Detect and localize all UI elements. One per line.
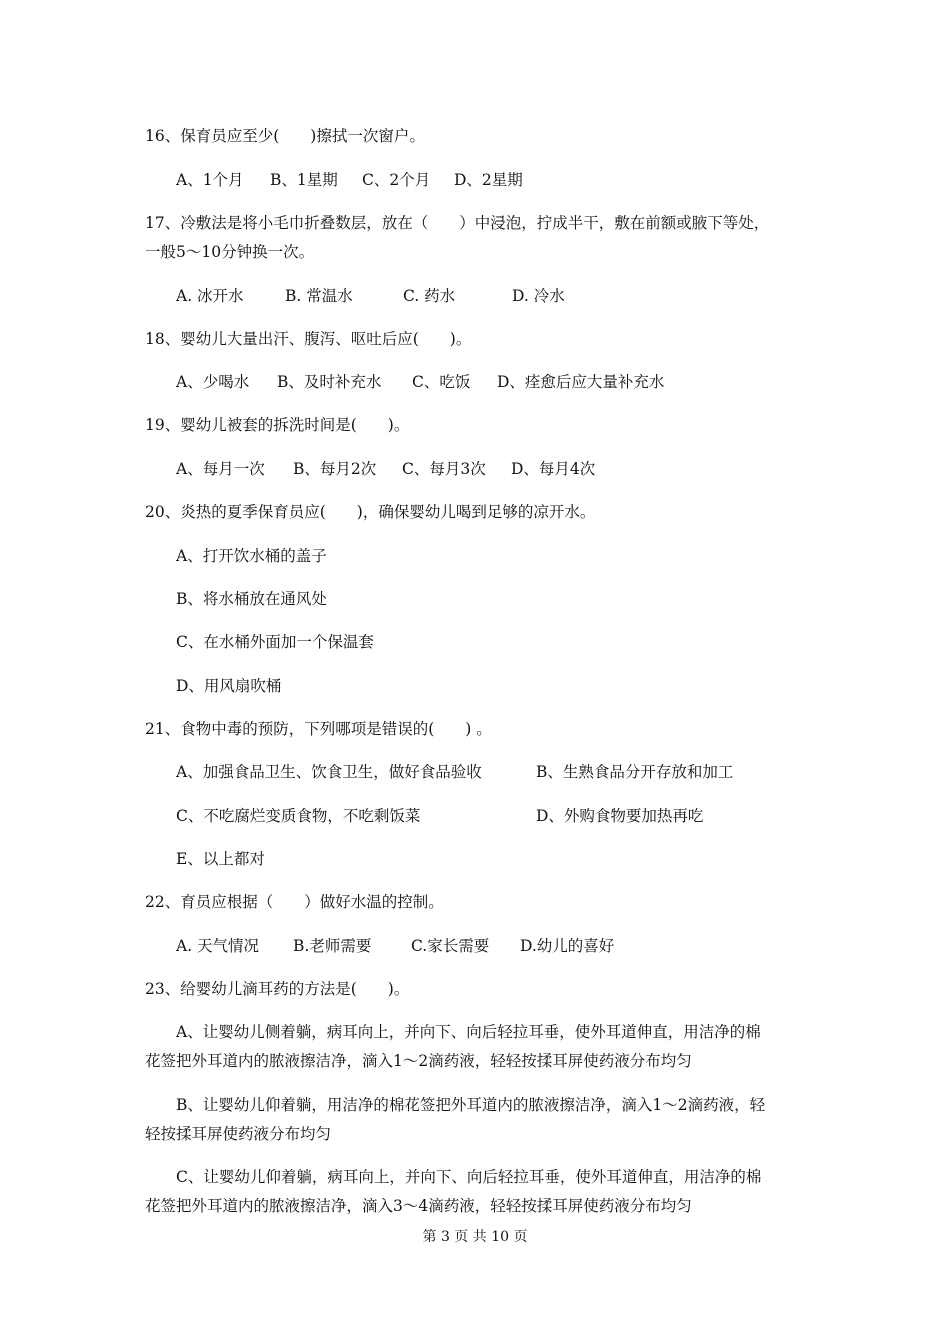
option-a: A、少喝水 — [176, 373, 250, 391]
question-20-option-d: D、用风扇吹桶 — [176, 677, 282, 695]
option-a: A、1个月 — [176, 171, 244, 189]
option-c: C.家长需要 — [411, 937, 490, 955]
question-22-stem: 22、育员应根据（ ）做好水温的控制。 — [145, 893, 444, 911]
question-23-option-c-line2: 花签把外耳道内的脓液擦洁净，滴入3～4滴药液，轻轻按揉耳屏使药液分布均匀 — [145, 1197, 692, 1215]
option-a: A. 冰开水 — [176, 287, 244, 305]
question-21-option-d: D、外购食物要加热再吃 — [536, 807, 704, 825]
question-20-option-b: B、将水桶放在通风处 — [176, 590, 327, 608]
question-21-option-e: E、以上都对 — [176, 850, 265, 868]
question-21-stem: 21、食物中毒的预防，下列哪项是错误的( ) 。 — [145, 720, 492, 738]
question-21-option-a: A、加强食品卫生、饮食卫生，做好食品验收 — [176, 763, 482, 781]
question-21-option-b: B、生熟食品分开存放和加工 — [536, 763, 734, 781]
question-19-stem: 19、婴幼儿被套的拆洗时间是( )。 — [145, 416, 410, 434]
question-21-option-c: C、不吃腐烂变质食物，不吃剩饭菜 — [176, 807, 421, 825]
option-d: D.幼儿的喜好 — [520, 937, 615, 955]
question-23-option-b-line2: 轻按揉耳屏使药液分布均匀 — [145, 1125, 332, 1143]
question-19-options — [176, 459, 595, 479]
option-b: B. 常温水 — [285, 287, 353, 305]
question-16-options — [176, 170, 523, 190]
question-23-option-b-line1: B、让婴幼儿仰着躺，用洁净的棉花签把外耳道内的脓液擦洁净，滴入1～2滴药液，轻 — [176, 1096, 766, 1114]
option-c: C、每月3次 — [402, 460, 486, 478]
question-17-stem-line1: 17、冷敷法是将小毛巾折叠数层，放在（ ）中浸泡，拧成半干，敷在前额或腋下等处， — [145, 214, 770, 232]
option-d: D、2星期 — [454, 171, 523, 189]
question-23-option-a-line1: A、让婴幼儿侧着躺，病耳向上，并向下、向后轻拉耳垂，使外耳道伸直，用洁净的棉 — [176, 1023, 761, 1041]
option-a: A、每月一次 — [176, 460, 265, 478]
option-c: C、2个月 — [362, 171, 431, 189]
option-c: C、吃饭 — [412, 373, 471, 391]
option-d: D、痊愈后应大量补充水 — [497, 373, 665, 391]
question-16-stem: 16、保育员应至少( )擦拭一次窗户。 — [145, 127, 425, 145]
option-b: B.老师需要 — [293, 937, 372, 955]
option-d: D. 冷水 — [512, 287, 565, 305]
page-number-footer: 第 3 页 共 10 页 — [422, 1229, 528, 1245]
question-17-options — [176, 286, 565, 306]
question-20-option-a: A、打开饮水桶的盖子 — [176, 547, 327, 565]
question-20-stem: 20、炎热的夏季保育员应( )，确保婴幼儿喝到足够的凉开水。 — [145, 503, 596, 521]
question-20-option-c: C、在水桶外面加一个保温套 — [176, 633, 374, 651]
question-23-stem: 23、给婴幼儿滴耳药的方法是( )。 — [145, 980, 410, 998]
option-b: B、每月2次 — [293, 460, 377, 478]
question-18-options — [176, 372, 664, 392]
question-23-option-c-line1: C、让婴幼儿仰着躺，病耳向上，并向下、向后轻拉耳垂，使外耳道伸直，用洁净的棉 — [176, 1168, 762, 1186]
question-23-option-a-line2: 花签把外耳道内的脓液擦洁净，滴入1～2滴药液，轻轻按揉耳屏使药液分布均匀 — [145, 1052, 692, 1070]
option-a: A. 天气情况 — [176, 937, 260, 955]
option-b: B、及时补充水 — [277, 373, 382, 391]
option-c: C. 药水 — [403, 287, 456, 305]
question-17-stem-line2: 一般5～10分钟换一次。 — [145, 243, 315, 261]
question-18-stem: 18、婴幼儿大量出汗、腹泻、呕吐后应( )。 — [145, 330, 472, 348]
question-22-options — [176, 936, 614, 956]
option-d: D、每月4次 — [511, 460, 596, 478]
option-b: B、1星期 — [270, 171, 338, 189]
